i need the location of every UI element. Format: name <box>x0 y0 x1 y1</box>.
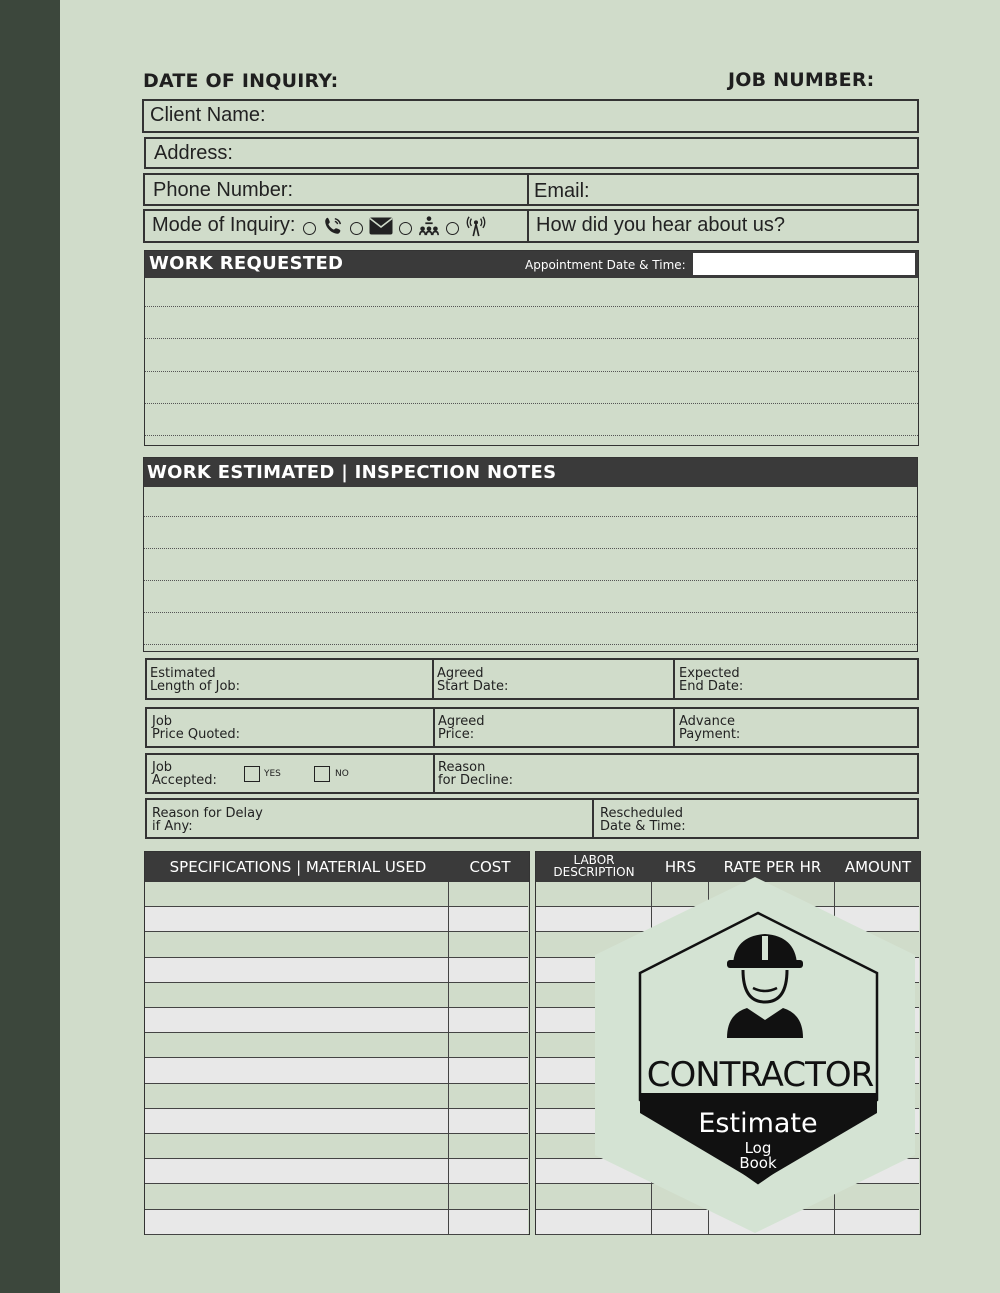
price-quoted-label: Job Price Quoted: <box>152 714 240 742</box>
materials-table-row[interactable] <box>145 1058 528 1083</box>
appointment-input[interactable] <box>693 253 915 275</box>
contractor-estimate-badge <box>590 875 920 1235</box>
mode-of-inquiry-label: Mode of Inquiry: <box>152 214 296 236</box>
decline-reason-field[interactable] <box>433 753 919 794</box>
materials-table-row[interactable] <box>145 958 528 983</box>
estimated-length-field[interactable] <box>145 658 434 700</box>
badge-estimate-text: Estimate <box>698 1108 818 1139</box>
phone-field[interactable] <box>143 173 529 206</box>
delay-reason-label: Reason for Delay if Any: <box>152 806 263 834</box>
date-of-inquiry-label: DATE OF INQUIRY: <box>143 70 339 92</box>
people-icon <box>418 215 440 242</box>
materials-table-row[interactable] <box>145 1184 528 1209</box>
materials-table-row[interactable] <box>145 1033 528 1058</box>
advance-payment-field[interactable] <box>673 707 919 748</box>
col-cost-header: COST <box>469 858 511 876</box>
materials-table-row[interactable] <box>145 983 528 1008</box>
materials-table-row[interactable] <box>145 1159 528 1184</box>
job-accepted-label: Job Accepted: <box>152 760 217 788</box>
materials-table <box>144 851 530 1235</box>
work-estimated-header <box>144 458 917 487</box>
accepted-yes-checkbox[interactable] <box>244 766 260 782</box>
phone-label: Phone Number: <box>153 179 294 201</box>
expected-end-label: Expected End Date: <box>679 666 744 694</box>
price-quoted-field[interactable] <box>145 707 435 748</box>
rescheduled-label: Rescheduled Date & Time: <box>600 806 686 834</box>
materials-table-row[interactable] <box>145 1084 528 1109</box>
mode-broadcast-radio[interactable] <box>446 222 459 235</box>
accepted-no-checkbox[interactable] <box>314 766 330 782</box>
antenna-icon <box>465 215 487 242</box>
agreed-start-field[interactable] <box>432 658 675 700</box>
materials-table-header <box>145 852 529 882</box>
decline-reason-label: Reason for Decline: <box>438 760 514 788</box>
rescheduled-field[interactable] <box>592 798 919 839</box>
work-estimated-title: WORK ESTIMATED | INSPECTION NOTES <box>147 462 557 483</box>
work-requested-header <box>145 251 918 278</box>
expected-end-field[interactable] <box>673 658 919 700</box>
phone-icon <box>322 215 344 242</box>
address-label: Address: <box>154 142 233 164</box>
mode-phone-radio[interactable] <box>303 222 316 235</box>
mode-email-radio[interactable] <box>350 222 363 235</box>
materials-table-row[interactable] <box>145 1109 528 1134</box>
col-labor-desc-header: LABOR DESCRIPTION <box>553 853 635 879</box>
badge-contractor-text: CONTRACTOR <box>646 1055 874 1095</box>
no-label: NO <box>335 769 349 779</box>
advance-payment-label: Advance Payment: <box>679 714 741 742</box>
materials-table-row[interactable] <box>145 1008 528 1033</box>
mode-in-person-radio[interactable] <box>399 222 412 235</box>
mode-of-inquiry-field <box>143 209 529 243</box>
work-requested-section <box>144 250 919 446</box>
worker-hardhat-icon <box>725 930 805 1045</box>
materials-table-row[interactable] <box>145 907 528 932</box>
client-name-field[interactable] <box>142 99 919 133</box>
hear-about-label: How did you hear about us? <box>536 214 786 236</box>
email-field[interactable] <box>527 173 919 206</box>
envelope-icon <box>369 217 393 240</box>
address-field[interactable] <box>144 137 919 169</box>
agreed-price-label: Agreed Price: <box>438 714 485 742</box>
materials-table-row[interactable] <box>145 1210 528 1235</box>
yes-label: YES <box>264 769 281 779</box>
estimated-length-label: Estimated Length of Job: <box>150 666 241 694</box>
job-number-label: JOB NUMBER: <box>728 69 875 91</box>
work-estimated-section <box>143 457 918 652</box>
work-requested-title: WORK REQUESTED <box>149 253 344 274</box>
job-accepted-field <box>145 753 435 794</box>
col-rate-header: RATE PER HR <box>723 858 822 876</box>
materials-table-row[interactable] <box>145 932 528 957</box>
materials-table-row[interactable] <box>145 882 528 907</box>
col-amount-header: AMOUNT <box>844 858 912 876</box>
appointment-label: Appointment Date & Time: <box>525 258 686 272</box>
delay-reason-field[interactable] <box>145 798 594 839</box>
client-name-label: Client Name: <box>150 104 266 126</box>
badge-logbook-text: Log Book <box>739 1139 777 1172</box>
book-spine <box>0 0 60 1293</box>
agreed-price-field[interactable] <box>433 707 675 748</box>
col-hrs-header: HRS <box>664 858 697 876</box>
col-spec-header: SPECIFICATIONS | MATERIAL USED <box>169 858 427 876</box>
materials-table-row[interactable] <box>145 1134 528 1159</box>
hear-about-field[interactable] <box>527 209 919 243</box>
email-label: Email: <box>534 180 590 202</box>
agreed-start-label: Agreed Start Date: <box>437 666 509 694</box>
